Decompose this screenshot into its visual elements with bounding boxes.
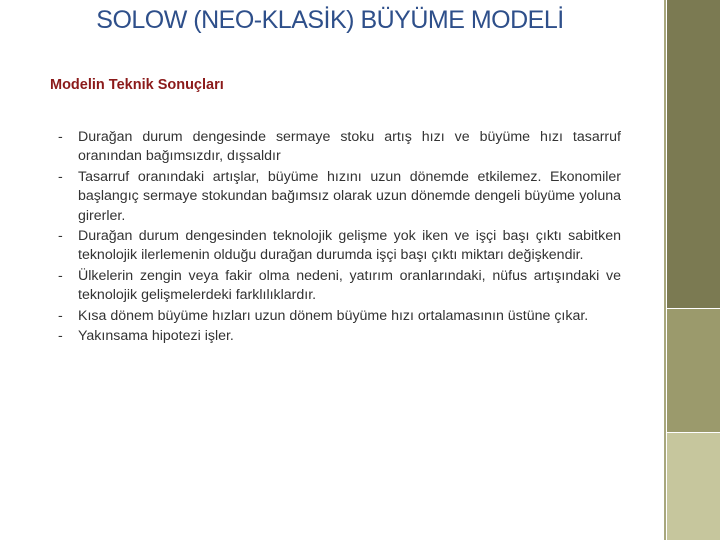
bullet-item	[58, 327, 621, 346]
bullet-marker: -	[58, 129, 63, 145]
bullet-marker: -	[58, 228, 63, 245]
bullet-text: Kısa dönem büyüme hızları uzun dönem büyüme hızı ortalamasının üstüne çıkar.	[78, 307, 589, 324]
bullet-marker: -	[58, 328, 63, 345]
bullet-text: Durağan durum dengesinden teknolojik gelişme yok iken ve işçi başı çıktı sabitken teknolojik ilerlemenin olduğu durağan durumda işçi başı çıktı miktarı değişkendir.	[78, 228, 621, 264]
bullet-item	[58, 128, 621, 167]
side-bar-segment-dark	[667, 0, 720, 308]
bullet-text: Yakınsama hipotezi işler.	[78, 328, 234, 345]
bullet-text: Tasarruf oranındaki artışlar, büyüme hızını uzun dönemde etkilemez. Ekonomiler başlangıç sermaye stokundan bağımsız olarak uzun dönemde dengeli büyüme yoluna girerler.	[78, 168, 621, 224]
bullet-marker: -	[58, 267, 63, 284]
side-bar-segment-mid	[667, 309, 720, 432]
bullet-item	[58, 168, 621, 226]
bullet-text: Durağan durum dengesinde sermaye stoku artış hızı ve büyüme hızı tasarruf oranından bağımsızdır, dışsaldır	[78, 129, 621, 165]
bullet-list	[58, 128, 621, 347]
bullet-marker: -	[58, 168, 63, 185]
bullet-marker: -	[58, 307, 63, 324]
bullet-item	[58, 267, 621, 306]
bullet-item	[58, 227, 621, 266]
side-bar-segment-light	[667, 433, 720, 540]
decorative-side-bar	[667, 0, 720, 540]
side-divider-line	[664, 0, 666, 540]
bullet-text: Ülkelerin zengin veya fakir olma nedeni, yatırım oranlarındaki, nüfus artışındaki ve teknolojik gelişmelerdeki farklılıklardır.	[78, 267, 621, 304]
slide-title: SOLOW (NEO-KLASİK) BÜYÜME MODELİ	[96, 6, 564, 34]
slide-subtitle: Modelin Teknik Sonuçları	[50, 77, 224, 93]
bullet-item	[58, 307, 621, 326]
